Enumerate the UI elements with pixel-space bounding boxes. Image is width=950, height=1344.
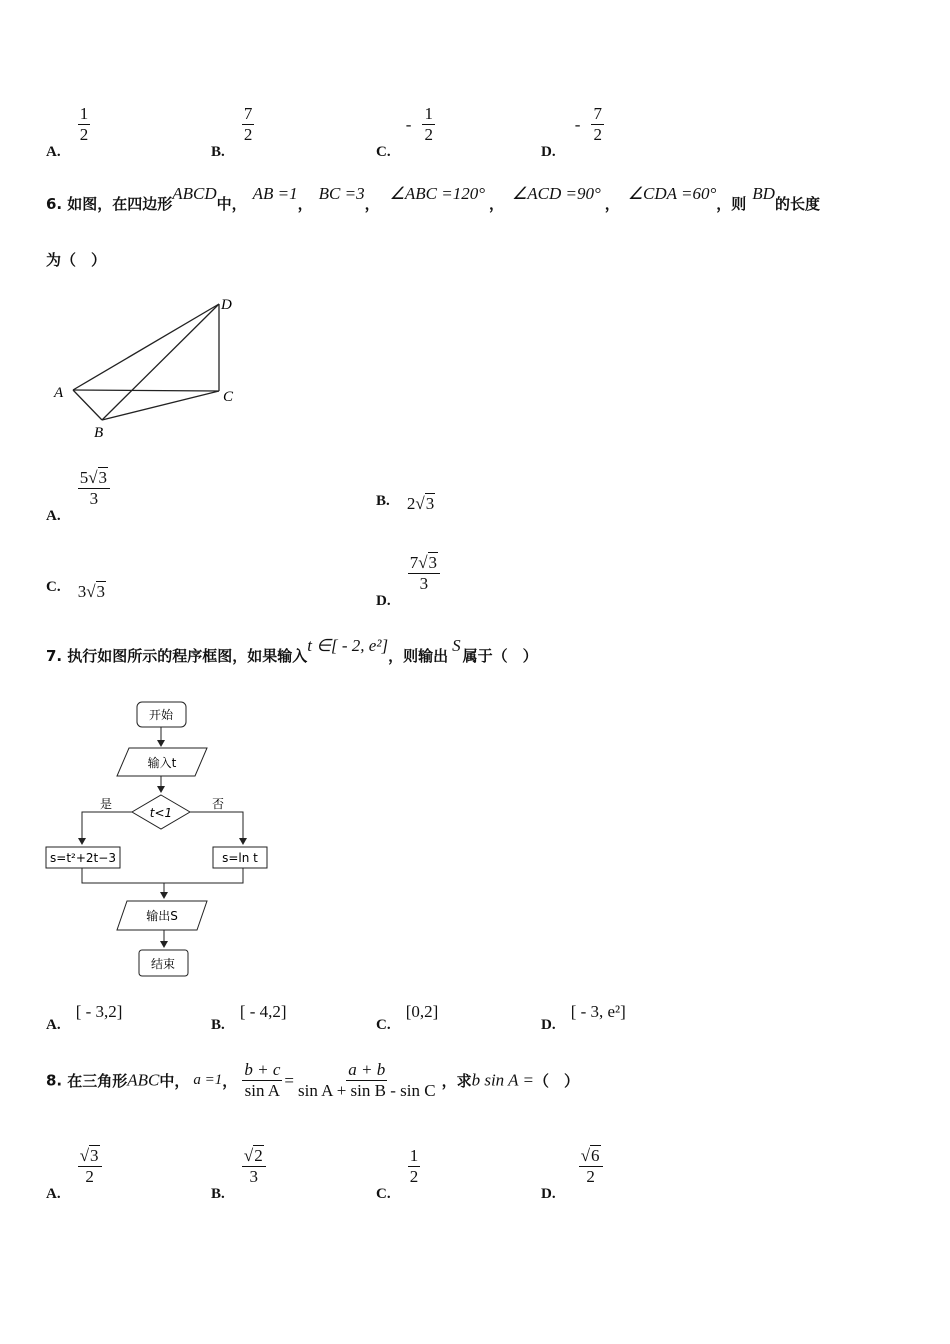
vertex-label-a: A [54,385,64,401]
q8-option-c[interactable] [376,1146,420,1202]
q6-option-a[interactable] [46,468,110,524]
fraction: $\frac{7√3}{3}$ [408,553,440,594]
sqrt-symbol: √3 [88,468,108,487]
fraction: $\frac{√6}{2}$ [579,1146,603,1187]
option-label: C. [376,1186,391,1202]
option-label: B. [211,144,225,160]
quadrilateral-figure [46,292,246,442]
q8-option-b[interactable] [211,1146,266,1202]
option-label: D. [541,1186,556,1202]
q6-stem: 6. 如图，在四边形ABCD中，AB =1，BC =3，∠ABC =120°，∠ACD =90°，∠CDA =60°，则BD的长度 [46,184,820,213]
q7-option-c[interactable]: C. [0,2] [376,1002,439,1033]
fraction: $\frac{5√3}{3}$ [78,468,110,509]
option-label: B. [211,1186,225,1202]
flow-end-text: 结束 [150,957,176,971]
segment-ab [73,390,102,420]
option-label: B. [376,493,390,509]
flow-yes-text: 是 [100,797,113,811]
minus-sign: - [405,114,412,134]
question-number: 7. [46,647,63,665]
fraction: $\frac{1}{2}$ [79,104,89,144]
sqrt-symbol: √3 [79,1146,99,1165]
fraction: $\frac{1}{2}$ [409,1146,419,1186]
segment-bc [102,391,219,420]
vertex-label-c: C [223,389,234,405]
q5-option-b[interactable] [211,104,254,160]
sqrt-symbol: √3 [415,494,435,513]
fraction: $\frac{7}{2}$ [593,104,602,144]
flow-left-text: s=t²+2t−3 [50,851,116,865]
q5-option-c[interactable] [376,104,435,160]
q7-stem: 7. 执行如图所示的程序框图，如果输入t ∈[ - 2, e²]，则输出S属于（ ） [46,636,538,665]
segment-ac [73,390,219,391]
flow-no-text: 否 [212,797,225,811]
option-label: A. [46,1017,61,1033]
minus-sign: - [574,114,581,134]
flow-output-text: 输出S [146,909,178,923]
q8-option-d[interactable] [541,1146,603,1202]
option-label: C. [376,1017,391,1033]
fraction: $\frac{√2}{3}$ [242,1146,266,1187]
flow-start-text: 开始 [148,708,174,722]
q7-option-d[interactable]: D. [ - 3, e²] [541,1002,626,1033]
option-label: A. [46,144,61,160]
sqrt-symbol: √6 [580,1146,600,1165]
vertex-label-d: D [221,297,232,313]
option-label: D. [541,144,556,160]
option-label: B. [211,1017,225,1033]
flowchart [40,696,280,986]
sqrt-symbol: √3 [86,582,106,601]
q6-option-d[interactable] [376,553,440,609]
fraction: $\frac{√3}{2}$ [78,1146,102,1187]
q7-option-b[interactable]: B. [ - 4,2] [211,1002,287,1033]
option-label: D. [541,1017,556,1033]
q6-stem-cont: 为（ ） [46,251,107,269]
q8-stem: 8. 在三角形ABC中， a =1， $\frac{b + c}{\text{sin A}}$ = $\frac{a + b}{\text{sin A + sin B - sin C}}$ ，求b sin A =（ ） [46,1060,579,1100]
vertex-label-b: B [94,425,104,441]
sqrt-symbol: √3 [418,553,438,572]
flow-right-text: s=ln t [222,851,258,865]
q5-option-d[interactable] [541,104,604,160]
fraction-left: $\frac{b + c}{\text{sin A}}$ [244,1060,281,1100]
option-label: A. [46,1186,61,1202]
fraction-right: $\frac{a + b}{\text{sin A + sin B - sin C}}$ [297,1060,436,1100]
q5-option-a[interactable] [46,104,90,160]
q6-option-b[interactable]: B. 2√3 [376,493,435,513]
q6-option-c[interactable]: C. 3√3 [46,579,106,601]
option-label: A. [46,508,61,524]
sqrt-symbol: √2 [243,1146,263,1165]
flow-cond-text: t<1 [149,806,173,820]
fraction: $\frac{1}{2}$ [424,104,433,144]
option-label: D. [376,593,391,609]
question-number: 8. [46,1071,63,1090]
option-label: C. [46,579,61,595]
option-label: C. [376,144,391,160]
flow-input-text: 输入t [147,756,177,770]
q8-option-a[interactable] [46,1146,102,1202]
fraction: $\frac{7}{2}$ [243,104,253,144]
q7-option-a[interactable]: A. [ - 3,2] [46,1002,123,1033]
question-number: 6. [46,195,63,213]
